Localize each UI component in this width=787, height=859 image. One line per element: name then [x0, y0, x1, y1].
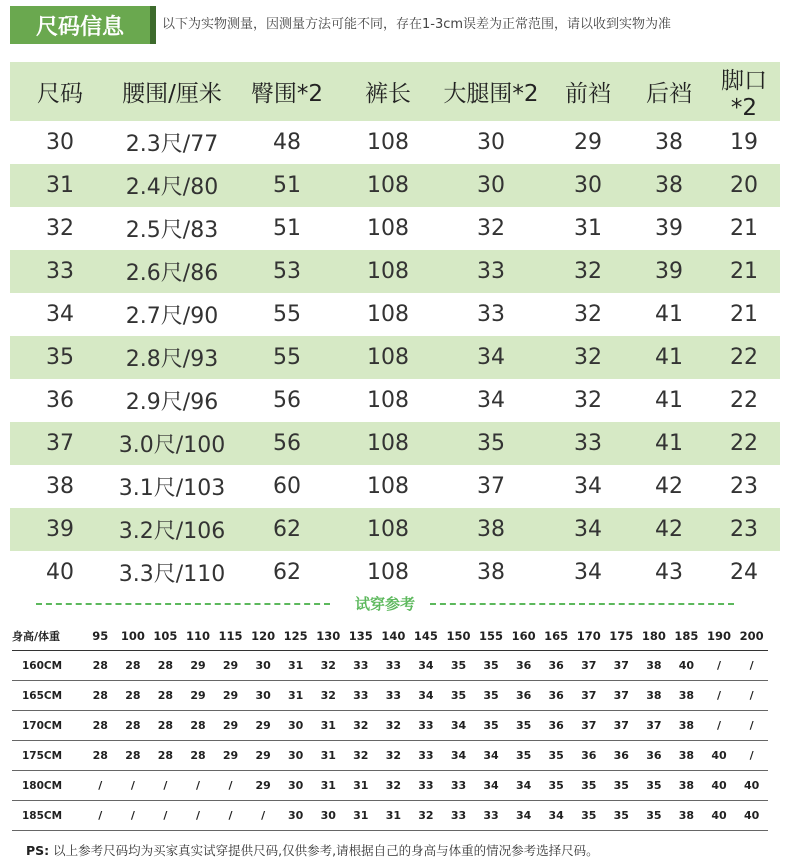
recommended-size-cell: 33: [410, 711, 443, 741]
size-cell: 39: [655, 216, 683, 241]
recommended-size-cell: /: [182, 771, 215, 801]
recommended-size-cell: 34: [442, 711, 475, 741]
size-column-header: 后裆: [630, 62, 708, 121]
weight-column-header: 180: [638, 622, 671, 651]
size-row: [10, 508, 780, 551]
size-column-header: 前裆: [546, 62, 630, 121]
size-cell: 3.3尺/110: [118, 562, 226, 587]
size-table-body: [10, 121, 780, 594]
size-row: [10, 164, 780, 207]
size-cell: 51: [273, 216, 301, 241]
recommended-size-cell: 30: [247, 681, 280, 711]
recommended-size-cell: 37: [572, 681, 605, 711]
weight-column-header: 140: [377, 622, 410, 651]
size-cell: 108: [340, 336, 436, 379]
size-cell: 56: [234, 422, 340, 465]
size-cell: 108: [340, 422, 436, 465]
size-cell: 108: [340, 508, 436, 551]
reference-row: [12, 801, 768, 831]
footnote-label: PS:: [26, 843, 50, 858]
recommended-size-cell: /: [703, 651, 736, 681]
recommended-size-cell: 29: [182, 651, 215, 681]
recommended-size-cell: 37: [572, 651, 605, 681]
weight-column-header: 105: [149, 622, 182, 651]
size-cell: 41: [630, 336, 708, 379]
recommended-size-cell: 38: [670, 771, 703, 801]
weight-column-header: 125: [279, 622, 312, 651]
recommended-size-cell: 35: [605, 771, 638, 801]
height-label: 165CM: [12, 681, 84, 711]
size-cell: 33: [436, 250, 546, 293]
recommended-size-cell: 35: [475, 711, 508, 741]
size-cell: 2.5尺/83: [125, 218, 219, 243]
size-cell: 33: [10, 250, 110, 293]
recommended-size-cell: 30: [279, 741, 312, 771]
recommended-size-cell: 30: [279, 771, 312, 801]
recommended-size-cell: 37: [572, 711, 605, 741]
size-cell: 39: [630, 250, 708, 293]
size-cell: 30: [477, 130, 505, 155]
weight-column-header: 155: [475, 622, 508, 651]
reference-row: [12, 711, 768, 741]
size-cell: 3.1尺/103: [118, 476, 226, 501]
size-column-header: 裤长: [340, 62, 436, 121]
recommended-size-cell: 36: [540, 651, 573, 681]
recommended-size-cell: 37: [605, 711, 638, 741]
height-weight-corner-label: 身高/体重: [12, 622, 84, 651]
weight-column-header: 150: [442, 622, 475, 651]
recommended-size-cell: /: [703, 681, 736, 711]
weight-column-header: 110: [182, 622, 215, 651]
recommended-size-cell: 35: [442, 681, 475, 711]
size-cell: 62: [234, 508, 340, 551]
recommended-size-cell: 28: [149, 741, 182, 771]
recommended-size-cell: /: [214, 801, 247, 831]
recommended-size-cell: 34: [410, 681, 443, 711]
size-cell: 33: [546, 422, 630, 465]
weight-column-header: 145: [410, 622, 443, 651]
recommended-size-cell: 28: [149, 651, 182, 681]
recommended-size-cell: 35: [507, 741, 540, 771]
recommended-size-cell: 38: [638, 651, 671, 681]
size-cell: 32: [477, 216, 505, 241]
recommended-size-cell: /: [149, 801, 182, 831]
weight-column-header: 165: [540, 622, 573, 651]
size-cell: 32: [546, 250, 630, 293]
size-cell: 41: [655, 302, 683, 327]
recommended-size-cell: 35: [638, 801, 671, 831]
size-cell: 41: [655, 388, 683, 413]
recommended-size-cell: 31: [279, 651, 312, 681]
recommended-size-cell: 33: [410, 741, 443, 771]
size-cell: 3.0尺/100: [110, 422, 234, 465]
recommended-size-cell: 38: [638, 681, 671, 711]
recommended-size-cell: 35: [442, 651, 475, 681]
size-row: [10, 551, 780, 594]
recommended-size-cell: 36: [540, 711, 573, 741]
recommended-size-cell: /: [735, 681, 768, 711]
size-cell: 31: [574, 216, 602, 241]
size-row: [10, 293, 780, 336]
recommended-size-cell: 38: [670, 681, 703, 711]
size-cell: 32: [46, 216, 74, 241]
reference-row: [12, 651, 768, 681]
size-row: [10, 465, 780, 508]
recommended-size-cell: 28: [182, 741, 215, 771]
recommended-size-cell: 31: [312, 741, 345, 771]
size-cell: 23: [708, 508, 780, 551]
fitting-reference-label: 试穿参考: [347, 595, 423, 613]
size-cell: 30: [546, 164, 630, 207]
recommended-size-cell: 32: [410, 801, 443, 831]
size-cell: 34: [477, 388, 505, 413]
recommended-size-cell: 36: [572, 741, 605, 771]
recommended-size-cell: 29: [214, 651, 247, 681]
recommended-size-cell: 31: [345, 801, 378, 831]
recommended-size-cell: /: [117, 801, 150, 831]
recommended-size-cell: 28: [117, 711, 150, 741]
recommended-size-cell: 34: [507, 771, 540, 801]
recommended-size-cell: 32: [377, 771, 410, 801]
size-cell: 51: [234, 164, 340, 207]
height-label: 170CM: [12, 711, 84, 741]
recommended-size-cell: 36: [605, 741, 638, 771]
recommended-size-cell: 33: [345, 681, 378, 711]
recommended-size-cell: /: [84, 771, 117, 801]
size-cell: 2.4尺/80: [110, 164, 234, 207]
reference-row: [12, 741, 768, 771]
size-cell: 37: [477, 474, 505, 499]
size-column-header: 腰围/厘米: [110, 62, 234, 121]
reference-row: [12, 771, 768, 801]
recommended-size-cell: /: [735, 711, 768, 741]
size-cell: 36: [46, 388, 74, 413]
size-cell: 42: [655, 474, 683, 499]
size-cell: 19: [730, 130, 758, 155]
size-cell: 108: [367, 302, 409, 327]
recommended-size-cell: 28: [84, 711, 117, 741]
size-cell: 21: [730, 216, 758, 241]
size-cell: 30: [46, 130, 74, 155]
recommended-size-cell: 33: [442, 801, 475, 831]
recommended-size-cell: 32: [377, 741, 410, 771]
size-cell: 31: [10, 164, 110, 207]
size-row: [10, 250, 780, 293]
recommended-size-cell: 29: [182, 681, 215, 711]
weight-column-header: 170: [572, 622, 605, 651]
recommended-size-cell: 28: [182, 711, 215, 741]
recommended-size-cell: 32: [377, 711, 410, 741]
recommended-size-cell: 28: [117, 651, 150, 681]
footnote: [26, 841, 599, 859]
recommended-size-cell: 28: [117, 681, 150, 711]
recommended-size-cell: 31: [312, 711, 345, 741]
fitting-reference-title: [30, 592, 740, 616]
size-cell: 34: [46, 302, 74, 327]
height-label: 180CM: [12, 771, 84, 801]
recommended-size-cell: 40: [670, 651, 703, 681]
size-cell: 22: [708, 422, 780, 465]
recommended-size-cell: 35: [572, 801, 605, 831]
weight-column-header: 190: [703, 622, 736, 651]
recommended-size-cell: 32: [312, 681, 345, 711]
recommended-size-cell: 31: [345, 771, 378, 801]
recommended-size-cell: 30: [279, 801, 312, 831]
size-cell: 35: [10, 336, 110, 379]
recommended-size-cell: 35: [475, 651, 508, 681]
weight-column-header: 185: [670, 622, 703, 651]
recommended-size-cell: 29: [214, 681, 247, 711]
size-cell: 108: [367, 560, 409, 585]
recommended-size-cell: /: [214, 771, 247, 801]
recommended-size-cell: 35: [605, 801, 638, 831]
recommended-size-cell: 28: [84, 741, 117, 771]
size-cell: 2.9尺/96: [125, 390, 219, 415]
recommended-size-cell: 28: [149, 681, 182, 711]
size-cell: 38: [436, 508, 546, 551]
recommended-size-cell: 31: [312, 771, 345, 801]
recommended-size-cell: 34: [475, 741, 508, 771]
recommended-size-cell: 32: [312, 651, 345, 681]
size-row: [10, 422, 780, 465]
weight-column-header: 175: [605, 622, 638, 651]
recommended-size-cell: /: [703, 711, 736, 741]
size-cell: 20: [708, 164, 780, 207]
size-cell: 35: [436, 422, 546, 465]
size-cell: 21: [730, 302, 758, 327]
size-table-header-row: [10, 62, 780, 121]
recommended-size-cell: 29: [214, 711, 247, 741]
size-cell: 34: [436, 336, 546, 379]
recommended-size-cell: 31: [377, 801, 410, 831]
recommended-size-cell: 33: [345, 651, 378, 681]
recommended-size-cell: 34: [475, 771, 508, 801]
size-cell: 2.3尺/77: [125, 132, 219, 157]
size-cell: 24: [730, 560, 758, 585]
recommended-size-cell: 28: [149, 711, 182, 741]
reference-header-row: [12, 622, 768, 651]
size-cell: 53: [234, 250, 340, 293]
recommended-size-cell: /: [247, 801, 280, 831]
weight-column-header: 120: [247, 622, 280, 651]
size-info-title: 尺码信息: [10, 6, 150, 44]
weight-column-header: 200: [735, 622, 768, 651]
height-label: 185CM: [12, 801, 84, 831]
recommended-size-cell: /: [149, 771, 182, 801]
recommended-size-cell: 34: [540, 801, 573, 831]
size-cell: 34: [546, 508, 630, 551]
recommended-size-cell: 35: [572, 771, 605, 801]
size-cell: 60: [273, 474, 301, 499]
recommended-size-cell: 29: [214, 741, 247, 771]
recommended-size-cell: 28: [84, 681, 117, 711]
header-accent-bar: [150, 6, 156, 44]
size-cell: 30: [436, 164, 546, 207]
recommended-size-cell: 38: [670, 711, 703, 741]
size-cell: 38: [477, 560, 505, 585]
recommended-size-cell: /: [735, 741, 768, 771]
size-cell: 56: [273, 388, 301, 413]
size-cell: 2.8尺/93: [110, 336, 234, 379]
recommended-size-cell: 33: [377, 651, 410, 681]
recommended-size-cell: 30: [247, 651, 280, 681]
size-cell: 32: [574, 388, 602, 413]
size-cell: 108: [340, 164, 436, 207]
recommended-size-cell: 38: [670, 741, 703, 771]
recommended-size-cell: 32: [345, 741, 378, 771]
height-label: 175CM: [12, 741, 84, 771]
recommended-size-cell: 40: [735, 801, 768, 831]
recommended-size-cell: 40: [735, 771, 768, 801]
reference-table-body: [12, 651, 768, 831]
recommended-size-cell: 35: [540, 741, 573, 771]
size-cell: 3.2尺/106: [110, 508, 234, 551]
size-cell: 55: [273, 302, 301, 327]
size-cell: 108: [367, 130, 409, 155]
recommended-size-cell: 34: [507, 801, 540, 831]
size-cell: 22: [730, 388, 758, 413]
weight-column-header: 130: [312, 622, 345, 651]
size-cell: 2.6尺/86: [110, 250, 234, 293]
recommended-size-cell: 35: [540, 771, 573, 801]
footnote-text: 以上参考尺码均为买家真实试穿提供尺码,仅供参考,请根据自己的身高与体重的情况参考选择尺码。: [53, 843, 599, 858]
size-cell: 29: [574, 130, 602, 155]
recommended-size-cell: /: [117, 771, 150, 801]
recommended-size-cell: 32: [345, 711, 378, 741]
size-cell: 41: [630, 422, 708, 465]
recommended-size-cell: 37: [605, 651, 638, 681]
recommended-size-cell: 30: [279, 711, 312, 741]
measurement-note: 以下为实物测量，因测量方法可能不同，存在1-3cm误差为正常范围，请以收到实物为准: [162, 17, 672, 32]
recommended-size-cell: 37: [605, 681, 638, 711]
size-cell: 42: [630, 508, 708, 551]
size-cell: 38: [46, 474, 74, 499]
weight-column-header: 100: [117, 622, 150, 651]
recommended-size-cell: 33: [377, 681, 410, 711]
size-cell: 39: [10, 508, 110, 551]
size-column-header: 尺码: [10, 62, 110, 121]
weight-column-header: 115: [214, 622, 247, 651]
recommended-size-cell: 33: [442, 771, 475, 801]
size-cell: 23: [730, 474, 758, 499]
recommended-size-cell: 40: [703, 741, 736, 771]
size-row: [10, 379, 780, 422]
size-column-header: 大腿围*2: [436, 62, 546, 121]
size-cell: 38: [630, 164, 708, 207]
recommended-size-cell: 40: [703, 801, 736, 831]
recommended-size-cell: 36: [638, 741, 671, 771]
size-cell: 55: [234, 336, 340, 379]
recommended-size-cell: 33: [475, 801, 508, 831]
size-cell: 22: [708, 336, 780, 379]
size-cell: 2.7尺/90: [125, 304, 219, 329]
recommended-size-cell: 29: [247, 741, 280, 771]
recommended-size-cell: 35: [638, 771, 671, 801]
recommended-size-cell: 35: [475, 681, 508, 711]
weight-column-header: 95: [84, 622, 117, 651]
recommended-size-cell: 34: [442, 741, 475, 771]
size-cell: 40: [46, 560, 74, 585]
recommended-size-cell: /: [84, 801, 117, 831]
recommended-size-cell: 28: [84, 651, 117, 681]
size-cell: 32: [574, 302, 602, 327]
size-cell: 34: [574, 560, 602, 585]
reference-row: [12, 681, 768, 711]
size-cell: 21: [708, 250, 780, 293]
size-cell: 38: [655, 130, 683, 155]
recommended-size-cell: 36: [540, 681, 573, 711]
size-row: [10, 207, 780, 250]
weight-column-header: 160: [507, 622, 540, 651]
size-cell: 48: [273, 130, 301, 155]
height-label: 160CM: [12, 651, 84, 681]
size-cell: 108: [367, 388, 409, 413]
recommended-size-cell: 40: [703, 771, 736, 801]
size-column-header: 臀围*2: [234, 62, 340, 121]
recommended-size-cell: 36: [507, 681, 540, 711]
size-row: [10, 336, 780, 379]
recommended-size-cell: /: [735, 651, 768, 681]
size-cell: 33: [477, 302, 505, 327]
size-table: [10, 62, 780, 594]
recommended-size-cell: 36: [507, 651, 540, 681]
recommended-size-cell: 29: [247, 711, 280, 741]
size-cell: 108: [340, 250, 436, 293]
recommended-size-cell: 35: [507, 711, 540, 741]
recommended-size-cell: /: [182, 801, 215, 831]
recommended-size-cell: 29: [247, 771, 280, 801]
size-cell: 34: [574, 474, 602, 499]
recommended-size-cell: 33: [410, 771, 443, 801]
weight-column-header: 135: [345, 622, 378, 651]
size-row: [10, 121, 780, 164]
size-info-header: [10, 6, 780, 44]
size-cell: 32: [546, 336, 630, 379]
recommended-size-cell: 28: [117, 741, 150, 771]
recommended-size-cell: 30: [312, 801, 345, 831]
size-cell: 37: [10, 422, 110, 465]
recommended-size-cell: 38: [670, 801, 703, 831]
size-cell: 43: [655, 560, 683, 585]
fitting-reference-table: [12, 622, 768, 831]
size-cell: 62: [273, 560, 301, 585]
recommended-size-cell: 37: [638, 711, 671, 741]
recommended-size-cell: 31: [279, 681, 312, 711]
size-cell: 108: [367, 474, 409, 499]
size-cell: 108: [367, 216, 409, 241]
recommended-size-cell: 34: [410, 651, 443, 681]
size-column-header: 脚口*2: [708, 62, 780, 121]
